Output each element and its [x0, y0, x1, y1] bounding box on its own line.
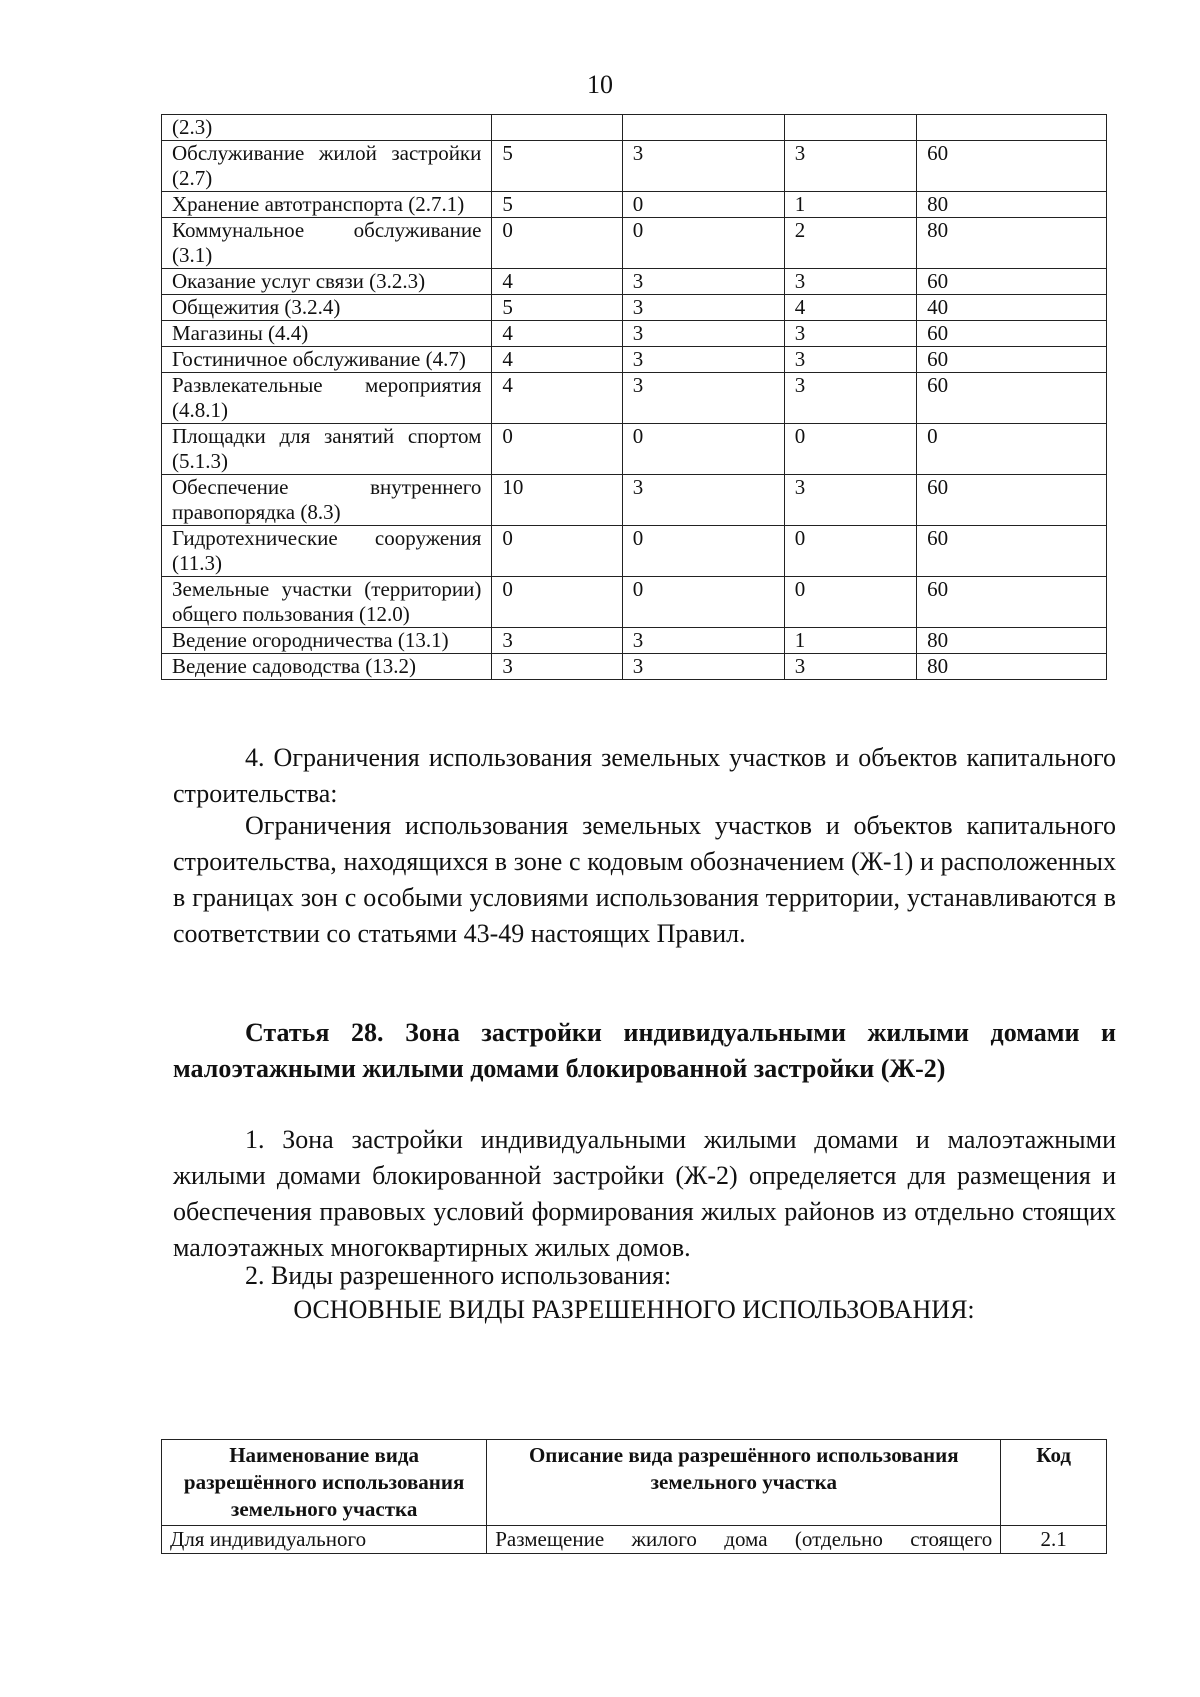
value-cell-c1: 4 [492, 321, 622, 347]
use-name-cell: Коммунальное обслуживание (3.1) [162, 218, 492, 269]
table-row [162, 141, 1107, 192]
value-cell-c2 [622, 115, 784, 141]
value-cell-c1: 0 [492, 424, 622, 475]
value-cell-c4: 0 [917, 424, 1107, 475]
value-cell-c1: 4 [492, 347, 622, 373]
value-cell-c4: 80 [917, 628, 1107, 654]
value-cell-c3: 1 [784, 192, 916, 218]
use-name-cell: Магазины (4.4) [162, 321, 492, 347]
value-cell-c2: 0 [622, 577, 784, 628]
value-cell-c2: 3 [622, 269, 784, 295]
table-row [162, 321, 1107, 347]
use-name-cell: Развлекательные мероприятия (4.8.1) [162, 373, 492, 424]
table-row [162, 373, 1107, 424]
value-cell-c3: 3 [784, 141, 916, 192]
value-cell-c1: 5 [492, 192, 622, 218]
table-row [162, 347, 1107, 373]
value-cell-c4: 60 [917, 373, 1107, 424]
value-cell-c4: 60 [917, 577, 1107, 628]
value-cell-c2: 3 [622, 295, 784, 321]
header-use-name: Наименование вида разрешённого использования земельного участка [162, 1440, 487, 1526]
table-row [162, 115, 1107, 141]
article-28-title: Статья 28. Зона застройки индивидуальными жилыми домами и малоэтажными жилыми домами блокированной застройки (Ж-2) [173, 1018, 1116, 1083]
value-cell-c2: 3 [622, 475, 784, 526]
value-cell-c4: 80 [917, 192, 1107, 218]
value-cell-c1: 3 [492, 654, 622, 680]
use-name-cell: Хранение автотранспорта (2.7.1) [162, 192, 492, 218]
use-name-cell: Обеспечение внутреннего правопорядка (8.3) [162, 475, 492, 526]
value-cell-c1 [492, 115, 622, 141]
table-row [162, 192, 1107, 218]
value-cell-c4 [917, 115, 1107, 141]
table-row [162, 526, 1107, 577]
value-cell-c4: 60 [917, 269, 1107, 295]
value-cell-c4: 60 [917, 141, 1107, 192]
value-cell-c3: 3 [784, 347, 916, 373]
value-cell-c2: 0 [622, 218, 784, 269]
value-cell-c3: 4 [784, 295, 916, 321]
value-cell-c1: 0 [492, 526, 622, 577]
table-row [162, 1526, 1107, 1554]
value-cell-c1: 10 [492, 475, 622, 526]
table-row [162, 295, 1107, 321]
value-cell-c2: 0 [622, 526, 784, 577]
value-cell-c2: 3 [622, 347, 784, 373]
use-name-cell: Гидротехнические сооружения (11.3) [162, 526, 492, 577]
value-cell-c1: 4 [492, 373, 622, 424]
table-row [162, 654, 1107, 680]
value-cell-c4: 60 [917, 475, 1107, 526]
use-code-cell: 2.1 [1001, 1526, 1107, 1554]
value-cell-c1: 3 [492, 628, 622, 654]
value-cell-c3: 3 [784, 654, 916, 680]
section-4-heading: 4. Ограничения использования земельных участков и объектов капитального строительства: [173, 743, 1116, 808]
value-cell-c4: 40 [917, 295, 1107, 321]
value-cell-c1: 5 [492, 295, 622, 321]
table-row [162, 424, 1107, 475]
use-name-cell: Для индивидуального [162, 1526, 487, 1554]
header-use-description: Описание вида разрешённого использования земельного участка [487, 1440, 1001, 1526]
value-cell-c1: 0 [492, 577, 622, 628]
value-cell-c2: 0 [622, 192, 784, 218]
value-cell-c4: 80 [917, 654, 1107, 680]
value-cell-c2: 3 [622, 373, 784, 424]
table-row [162, 628, 1107, 654]
table-row [162, 475, 1107, 526]
use-name-cell: (2.3) [162, 115, 492, 141]
use-name-cell: Обслуживание жилой застройки (2.7) [162, 141, 492, 192]
header-use-code: Код [1001, 1440, 1107, 1526]
article-paragraph-2: 2. Виды разрешенного использования: [245, 1261, 672, 1290]
value-cell-c3: 3 [784, 373, 916, 424]
value-cell-c3: 3 [784, 321, 916, 347]
value-cell-c3: 1 [784, 628, 916, 654]
page-number: 10 [587, 70, 613, 99]
table-header-row [162, 1440, 1107, 1526]
table-row [162, 218, 1107, 269]
use-name-cell: Ведение садоводства (13.2) [162, 654, 492, 680]
value-cell-c3: 0 [784, 577, 916, 628]
table-row [162, 577, 1107, 628]
value-cell-c4: 60 [917, 321, 1107, 347]
value-cell-c3: 0 [784, 424, 916, 475]
value-cell-c2: 3 [622, 141, 784, 192]
value-cell-c2: 0 [622, 424, 784, 475]
section-4-body: Ограничения использования земельных участков и объектов капитального строительства, находящихся в зоне с кодовым обозначением (Ж-1) и расположенных в границах зон с особыми условиями использования территории, устанавливаются в соответствии со статьями 43-49 настоящих Правил. [173, 811, 1116, 948]
value-cell-c4: 80 [917, 218, 1107, 269]
use-name-cell: Площадки для занятий спортом (5.1.3) [162, 424, 492, 475]
use-name-cell: Ведение огородничества (13.1) [162, 628, 492, 654]
main-uses-subheading: ОСНОВНЫЕ ВИДЫ РАЗРЕШЕННОГО ИСПОЛЬЗОВАНИЯ: [293, 1295, 975, 1324]
value-cell-c3 [784, 115, 916, 141]
permitted-uses-table [161, 1439, 1107, 1554]
value-cell-c3: 2 [784, 218, 916, 269]
value-cell-c3: 3 [784, 269, 916, 295]
value-cell-c1: 5 [492, 141, 622, 192]
use-name-cell: Оказание услуг связи (3.2.3) [162, 269, 492, 295]
value-cell-c2: 3 [622, 654, 784, 680]
zone-parameters-table [161, 114, 1107, 680]
value-cell-c4: 60 [917, 347, 1107, 373]
value-cell-c3: 0 [784, 526, 916, 577]
value-cell-c2: 3 [622, 321, 784, 347]
article-paragraph-1: 1. Зона застройки индивидуальными жилыми домами и малоэтажными жилыми домами блокированной застройки (Ж-2) определяется для размещения и обеспечения правовых условий формирования жилых районов из отдельно стоящих малоэтажных многоквартирных жилых домов. [173, 1125, 1116, 1262]
use-name-cell: Земельные участки (территории) общего пользования (12.0) [162, 577, 492, 628]
value-cell-c1: 4 [492, 269, 622, 295]
use-name-cell: Гостиничное обслуживание (4.7) [162, 347, 492, 373]
use-description-cell: Размещение жилого дома (отдельно стоящего [487, 1526, 1001, 1554]
table-row [162, 269, 1107, 295]
value-cell-c2: 3 [622, 628, 784, 654]
value-cell-c4: 60 [917, 526, 1107, 577]
value-cell-c1: 0 [492, 218, 622, 269]
value-cell-c3: 3 [784, 475, 916, 526]
use-name-cell: Общежития (3.2.4) [162, 295, 492, 321]
